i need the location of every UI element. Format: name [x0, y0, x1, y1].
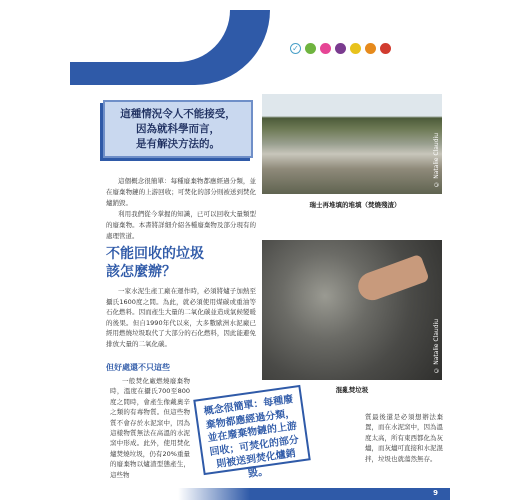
footer-bar: [70, 488, 450, 500]
heading-line: 不能回收的垃圾: [106, 246, 204, 262]
intro-text: [106, 176, 256, 242]
body-text-left: [110, 376, 190, 480]
body-text-right: 質最後還是必須想辦法棄置，而在水泥窯中，因為溫度太高，所有東西都化為灰燼，而灰燼可直接和水泥混拌，垃圾也就蕩然無存。: [365, 413, 443, 463]
pull-quote: [103, 100, 253, 158]
color-dot: [305, 43, 316, 54]
landfill-photo: [262, 94, 442, 194]
color-dot: [320, 43, 331, 54]
subheading: 但好處還不只這些: [106, 363, 170, 372]
footer-fade: [70, 488, 250, 500]
color-dots: [290, 43, 391, 55]
page-number: 9: [433, 489, 438, 497]
ash-photo: [262, 240, 442, 380]
photo-credit: © Natalie Claudiu: [433, 319, 440, 374]
check-icon: ✓: [290, 43, 301, 54]
intro-paragraph: 這個概念很簡單：每種廢棄物都應經過分類，並在廢棄物鏈的上游回收；可焚化的部分則被送到焚化爐銷毀。: [106, 177, 256, 207]
landfill-photo-caption: 瑞士再堆填的堆填（焚燒殘渣）: [309, 201, 401, 209]
color-dot: [365, 43, 376, 54]
ash-photo-caption: 混亂焚垃圾: [335, 386, 369, 394]
body-text: [106, 286, 256, 349]
pull-quote-line: 是有解決方法的。: [136, 138, 220, 150]
photo-credit: © Natalie Claudiu: [433, 133, 440, 188]
pull-quote-line: 因為就科學而言，: [136, 123, 220, 135]
pull-quote-line: 這種情況令人不能接受，: [120, 108, 236, 120]
page: [70, 10, 450, 500]
body-paragraph: 一般焚化廠燃燒廢棄物時，溫度在攝氏700至800度之間時，會產生像戴奧辛之類的有毒物質。但這些物質不會存於水泥窯中，因為這樣物質無法在高溫的水泥窯中形成。此外，使用焚化爐焚燒垃圾，仍有20%重量的廢棄物以爐渣型態產生，這些物: [110, 377, 190, 479]
section-heading: [106, 245, 256, 281]
intro-paragraph: 利用我們從今掌握的知識，已可以回收大量類型的廢棄物。本書將詳細介紹各種廢棄物及部分現有的處理管道。: [106, 210, 256, 240]
heading-line: 該怎麼辦？: [106, 264, 176, 280]
color-dot: [350, 43, 361, 54]
highlight-box: 概念很簡單：每種廢棄物都應經過分類，並在廢棄物鏈的上游回收；可焚化的部分則被送到焚化爐銷毀。: [193, 385, 311, 475]
body-paragraph: 一家水泥生產工廠在運作時，必須將爐子加熱至攝氏1600度之間。為此，就必須使用煤碳或重油等石化燃料。因而產生大量的二氧化碳並造成氣候變暖的後果。但自1990年代以來，大多數歐洲水泥廠已經用燃燒垃圾取代了大部分的石化燃料，因此能避免排放大量的二氧化碳。: [106, 287, 256, 348]
color-dot: [335, 43, 346, 54]
hand-image: [354, 254, 429, 304]
color-dot: [380, 43, 391, 54]
